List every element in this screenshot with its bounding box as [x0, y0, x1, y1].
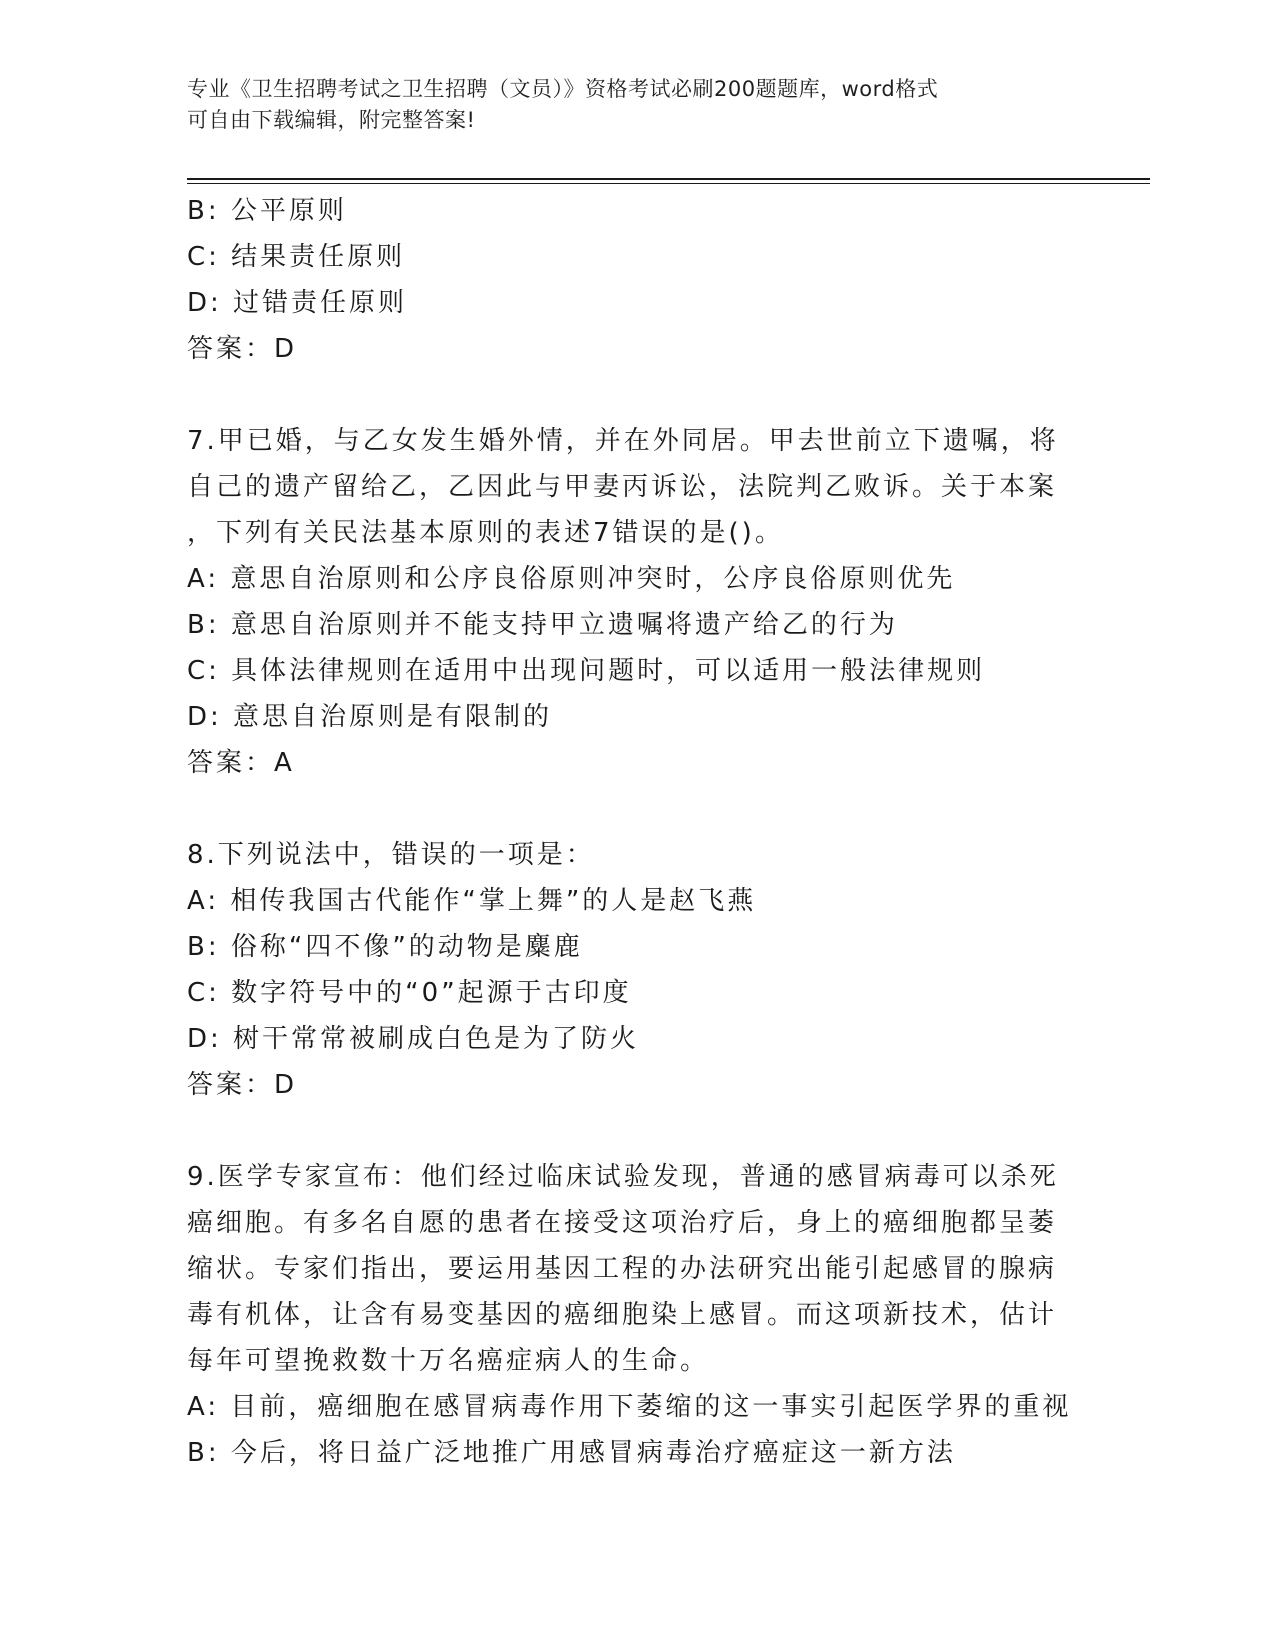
- header-line-2: 可自由下载编辑，附完整答案!: [187, 108, 476, 132]
- q6-option-d: D: 过错责任原则: [187, 288, 408, 318]
- header-divider-thick: [187, 178, 1150, 180]
- header-line-1: 专业《卫生招聘考试之卫生招聘（文员）》资格考试必刷200题题库，word格式: [187, 77, 939, 101]
- q7-answer: 答案：A: [187, 748, 295, 778]
- q8-answer: 答案：D: [187, 1070, 298, 1100]
- document-header: [187, 74, 1087, 136]
- q7-stem-line-2: 自己的遗产留给乙，乙因此与甲妻丙诉讼，法院判乙败诉。关于本案: [187, 472, 1058, 502]
- q7-stem-line-3: ，下列有关民法基本原则的表述7错误的是()。: [187, 518, 784, 548]
- q6-answer: 答案：D: [187, 334, 298, 364]
- q7-stem-line-1: 7.甲已婚，与乙女发生婚外情，并在外同居。甲去世前立下遗嘱，将: [187, 426, 1059, 456]
- q8-stem: 8.下列说法中，错误的一项是：: [187, 840, 595, 870]
- question-content: [187, 188, 1087, 1476]
- q8-option-c: C: 数字符号中的“0”起源于古印度: [187, 978, 632, 1008]
- q9-option-a: A: 目前，癌细胞在感冒病毒作用下萎缩的这一事实引起医学界的重视: [187, 1392, 1072, 1422]
- q9-stem-line-5: 每年可望挽救数十万名癌症病人的生命。: [187, 1346, 710, 1376]
- q9-stem-line-3: 缩状。专家们指出，要运用基因工程的办法研究出能引起感冒的腺病: [187, 1254, 1058, 1284]
- q8-option-a: A: 相传我国古代能作“掌上舞”的人是赵飞燕: [187, 886, 757, 916]
- q6-option-c: C: 结果责任原则: [187, 242, 406, 272]
- q9-option-b: B: 今后，将日益广泛地推广用感冒病毒治疗癌症这一新方法: [187, 1438, 956, 1468]
- question-8: [187, 832, 1087, 1108]
- q9-stem-line-2: 癌细胞。有多名自愿的患者在接受这项治疗后，身上的癌细胞都呈萎: [187, 1208, 1058, 1238]
- spacer: [187, 372, 1087, 418]
- question-7: [187, 418, 1087, 786]
- q8-option-d: D: 树干常常被刷成白色是为了防火: [187, 1024, 640, 1054]
- question-9: [187, 1154, 1087, 1476]
- header-divider-thin: [187, 183, 1150, 184]
- q8-option-b: B: 俗称“四不像”的动物是麋鹿: [187, 932, 583, 962]
- q7-option-d: D: 意思自治原则是有限制的: [187, 702, 553, 732]
- spacer: [187, 786, 1087, 832]
- spacer: [187, 1108, 1087, 1154]
- q9-stem-line-4: 毒有机体，让含有易变基因的癌细胞染上感冒。而这项新技术，估计: [187, 1300, 1058, 1330]
- q9-stem-line-1: 9.医学专家宣布：他们经过临床试验发现，普通的感冒病毒可以杀死: [187, 1162, 1059, 1192]
- q7-option-a: A: 意思自治原则和公序良俗原则冲突时，公序良俗原则优先: [187, 564, 956, 594]
- question-6-tail: [187, 188, 1087, 372]
- q6-option-b: B: 公平原则: [187, 196, 347, 226]
- q7-option-b: B: 意思自治原则并不能支持甲立遗嘱将遗产给乙的行为: [187, 610, 898, 640]
- q7-option-c: C: 具体法律规则在适用中出现问题时，可以适用一般法律规则: [187, 656, 986, 686]
